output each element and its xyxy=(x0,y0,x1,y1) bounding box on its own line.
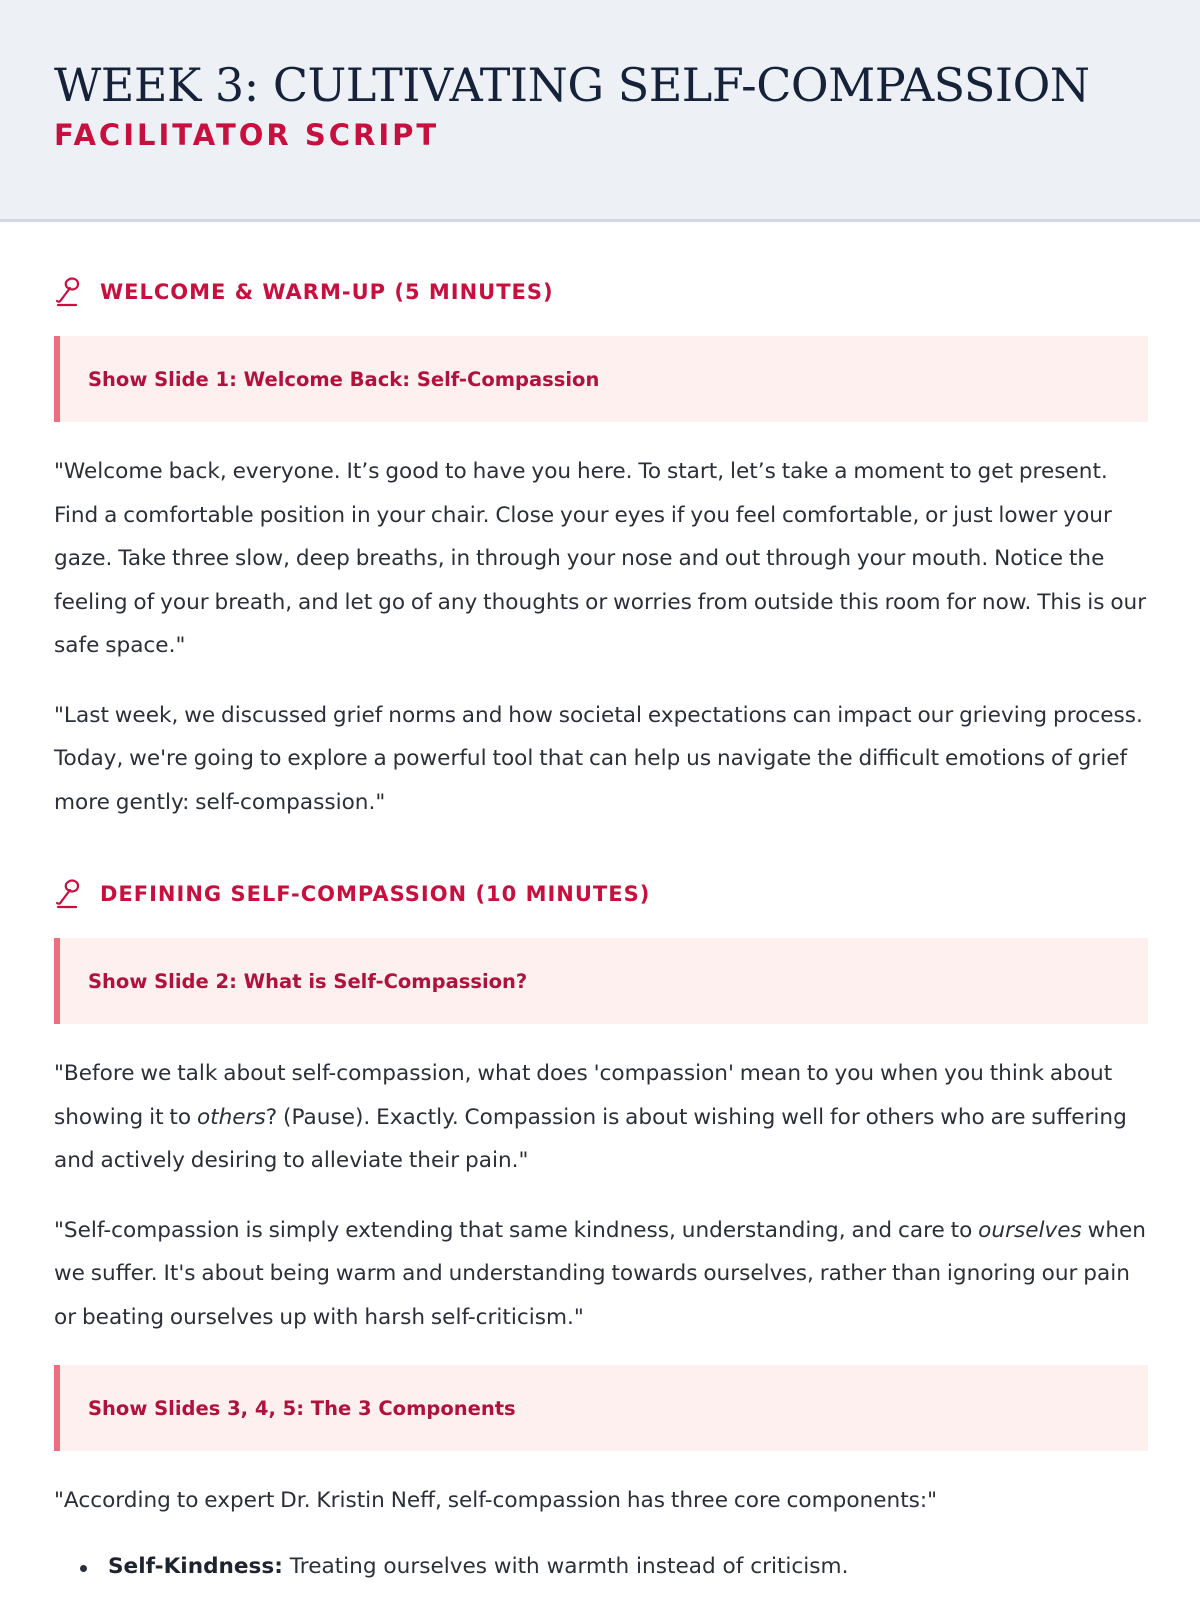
paragraph-text: ? (Pause). Exactly. Compassion is about wishing well for others who are suffering and actively desiring to alleviate their pain." xyxy=(54,1104,1127,1173)
slide-callout-text: Show Slide 2: What is Self-Compassion? xyxy=(88,969,528,993)
list-item xyxy=(54,1547,1148,1587)
slide-callout xyxy=(54,1365,1148,1451)
emphasis-text: others xyxy=(196,1104,266,1130)
section-heading-label: DEFINING SELF-COMPASSION (10 MINUTES) xyxy=(100,882,651,906)
page-title: WEEK 3: CULTIVATING SELF-COMPASSION xyxy=(54,58,1090,112)
section-welcome xyxy=(54,274,1148,824)
script-paragraph xyxy=(54,1052,1148,1183)
component-term: Self-Kindness: xyxy=(108,1553,283,1579)
section-defining xyxy=(54,876,1148,1587)
paragraph-text: "Before we talk about self-compassion, what does 'compassion' mean to you when you think about showing it to xyxy=(54,1061,1113,1130)
slide-callout-text: Show Slides 3, 4, 5: The 3 Components xyxy=(88,1396,516,1420)
slide-callout xyxy=(54,938,1148,1024)
section-heading xyxy=(54,274,1148,310)
script-paragraph xyxy=(54,1209,1148,1340)
slide-callout-text: Show Slide 1: Welcome Back: Self-Compassion xyxy=(88,367,600,391)
paragraph-text: when we suffer. It's about being warm and understanding towards ourselves, rather than ignoring our pain or beating ourselves up with harsh self-criticism." xyxy=(54,1217,1146,1330)
emphasis-text: ourselves xyxy=(978,1217,1082,1243)
microphone-icon xyxy=(54,276,84,308)
script-paragraph: "Welcome back, everyone. It’s good to have you here. To start, let’s take a moment to get present. Find a comfortable position in your chair. Close your eyes if you feel comfortable, or just lower your gaze. Take three slow, deep breaths, in through your nose and out through your mouth. Notice the feeling of your breath, and let go of any thoughts or worries from outside this room for now. This is our safe space." xyxy=(54,459,1147,658)
components-list xyxy=(54,1547,1148,1587)
script-paragraph: "Last week, we discussed grief norms and how societal expectations can impact our grieving process. Today, we're going to explore a powerful tool that can help us navigate the difficult emotions of grief more gently: self-compassion." xyxy=(54,702,1143,815)
page-subtitle: FACILITATOR SCRIPT xyxy=(54,118,440,152)
section-heading xyxy=(54,876,1148,912)
page-header xyxy=(0,0,1200,222)
component-description: Treating ourselves with warmth instead of criticism. xyxy=(282,1553,849,1579)
script-content xyxy=(0,222,1200,1587)
section-heading-label: WELCOME & WARM-UP (5 MINUTES) xyxy=(100,280,554,304)
slide-callout xyxy=(54,336,1148,422)
paragraph-text: "Self-compassion is simply extending that same kindness, understanding, and care to xyxy=(54,1217,979,1243)
script-paragraph: "According to expert Dr. Kristin Neff, self-compassion has three core components:" xyxy=(54,1488,938,1513)
microphone-icon xyxy=(54,878,84,910)
